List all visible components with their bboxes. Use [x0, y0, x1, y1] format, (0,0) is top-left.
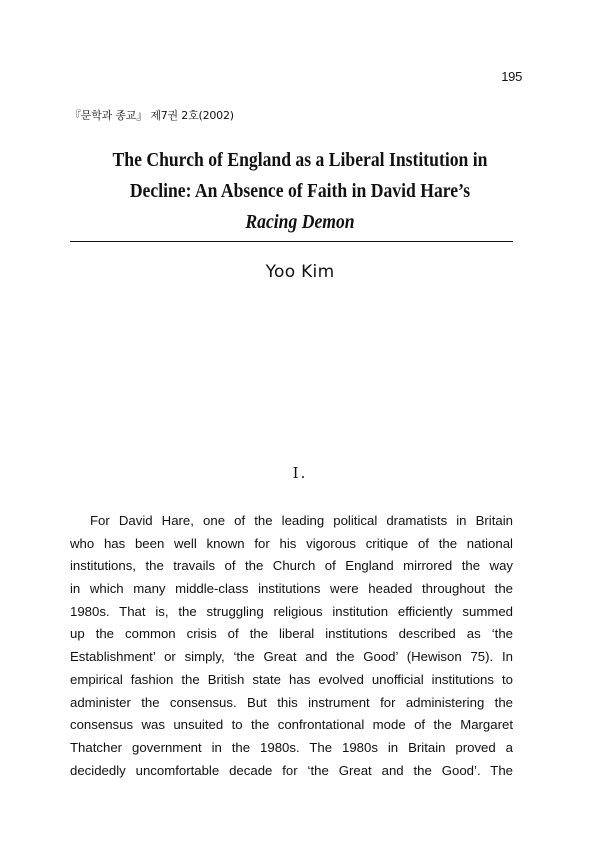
body-line: in which many middle-class institutions were headed throughout the	[70, 581, 513, 597]
title-line-3-play-name: Racing Demon	[245, 211, 355, 233]
body-paragraph	[70, 510, 513, 782]
body-line: For David Hare, one of the leading political dramatists in Britain	[90, 513, 513, 528]
page-number: 195	[501, 69, 522, 84]
body-line: institutions, the travails of the Church of England mirrored the way	[70, 558, 513, 574]
body-line: 1980s. That is, the struggling religious institution efficiently summed	[70, 603, 513, 619]
body-line: Thatcher government in the 1980s. The 1980s in Britain proved a	[70, 739, 513, 755]
body-line: decidedly uncomfortable decade for ‘the Great and the Good’. The	[70, 762, 513, 778]
body-line: Establishment’ or simply, ‘the Great and the Good’ (Hewison 75). In	[70, 649, 513, 665]
section-heading: I.	[292, 464, 308, 482]
body-line: who has been well known for his vigorous critique of the national	[70, 535, 513, 551]
title-line-1: The Church of England as a Liberal Institution in	[112, 149, 488, 171]
body-line: administer the consensus. But this instrument for administering the	[70, 694, 513, 710]
author-name: Yoo Kim	[265, 262, 335, 282]
body-line: consensus was unsuited to the confrontational mode of the Margaret	[70, 717, 513, 733]
journal-info: 『문학과 종교』 제7권 2호(2002)	[70, 109, 234, 122]
article-title	[94, 145, 507, 238]
title-divider	[70, 241, 513, 242]
title-line-2: Decline: An Absence of Faith in David Hare’s	[129, 180, 471, 202]
body-line: up the common crisis of the liberal institutions described as ‘the	[70, 626, 513, 642]
body-line: empirical fashion the British state has evolved unofficial institutions to	[70, 671, 513, 687]
